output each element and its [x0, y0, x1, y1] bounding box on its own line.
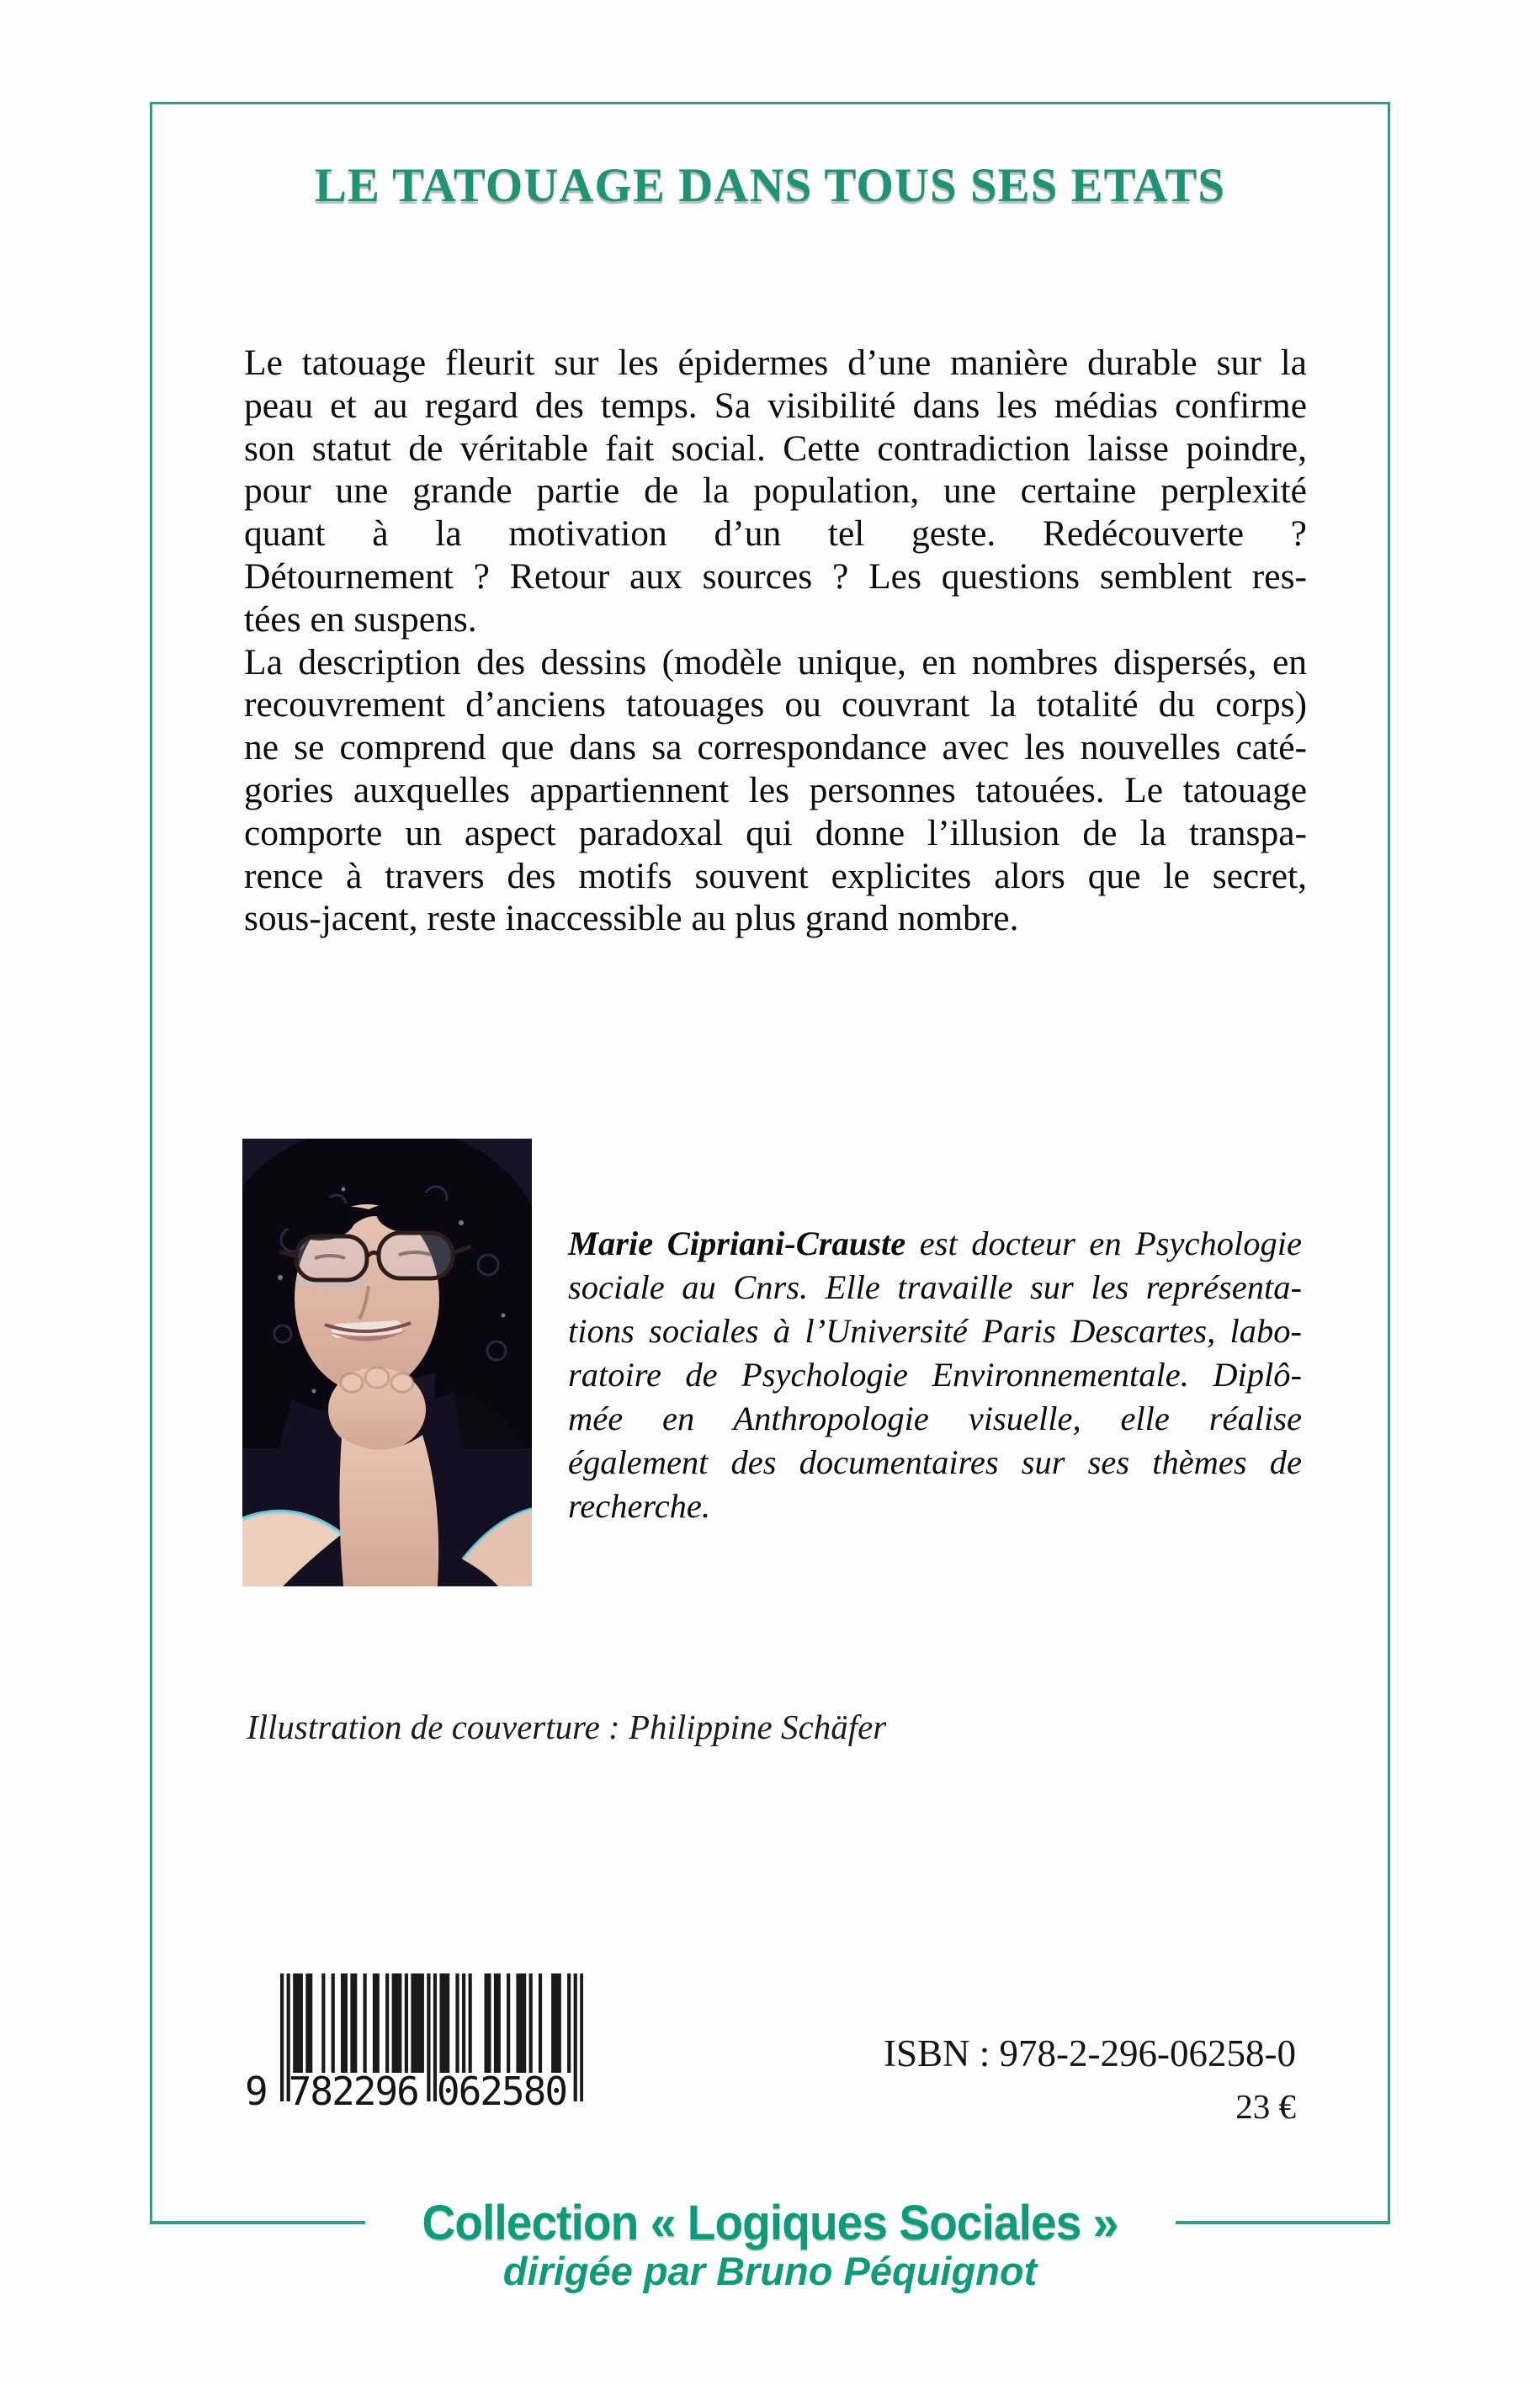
text-line: recherche.: [568, 1487, 711, 1525]
text-line: mée en Anthropologie visuelle, elle réalise: [568, 1400, 1302, 1437]
text-line: sociale au Cnrs. Elle travaille sur les représenta-: [568, 1268, 1302, 1306]
barcode-digit-first: 9: [245, 2069, 267, 2114]
collection-name: Collection « Logiques Sociales »: [422, 2196, 1118, 2250]
bio-first-line-rest: est docteur en Psychologie: [905, 1224, 1302, 1262]
author-photo: [242, 1139, 532, 1586]
text-line: rence à travers des motifs souvent explicites alors que le secret,: [244, 855, 1307, 896]
text-line: [568, 1222, 1302, 1266]
text-line: tées en suspens.: [244, 598, 477, 640]
text-line: peau et au regard des temps. Sa visibilité dans les médias confirme: [244, 385, 1307, 426]
text-line: tions sociales à l’Université Paris Descartes, labo-: [568, 1312, 1302, 1350]
bio-lines: [568, 1266, 1302, 1485]
text-line: Détournement ? Retour aux sources ? Les questions semblent res-: [244, 555, 1307, 597]
text-line: également des documentaires sur ses thèmes de: [568, 1443, 1302, 1481]
text-line: recouvrement d’anciens tatouages ou couvrant la totalité du corps): [244, 684, 1307, 725]
barcode-digit-group2: 062580: [436, 2069, 567, 2114]
isbn-block: [884, 2032, 1296, 2127]
barcode-digits: [245, 2069, 566, 2114]
cover-illustration-credit: Illustration de couverture : Philippine Schäfer: [247, 1708, 887, 1746]
text-line: ratoire de Psychologie Environnementale. Diplô-: [568, 1356, 1302, 1394]
author-name: Marie Cipriani-Crauste: [568, 1224, 906, 1262]
text-line: comporte un aspect paradoxal qui donne l’illusion de la transpa-: [244, 812, 1307, 853]
text-line: quant à la motivation d’un tel geste. Redécouverte ?: [244, 513, 1307, 555]
text-line: Le tatouage fleurit sur les épidermes d’une manière durable sur la: [244, 343, 1307, 383]
text-line: son statut de véritable fait social. Cette contradiction laisse poindre,: [244, 428, 1307, 469]
barcode-digit-group1: 782296: [288, 2069, 418, 2114]
text-line: sous-jacent, reste inaccessible au plus grand nombre.: [244, 898, 1019, 939]
text-line: ne se comprend que dans sa correspondance avec les nouvelles caté-: [244, 727, 1307, 768]
synopsis-paragraph-2: [244, 641, 1307, 898]
text-line: pour une grande partie de la population, une certaine perplexité: [244, 470, 1307, 512]
text-line: La description des dessins (modèle unique, en nombres dispersés, en: [244, 641, 1307, 683]
synopsis-paragraph-1: [244, 342, 1307, 598]
text-line: gories auxquelles appartiennent les personnes tatouées. Le tatouage: [244, 769, 1307, 810]
book-title: LE TATOUAGE DANS TOUS SES ETATS: [314, 159, 1226, 212]
price: 23 €: [1235, 2087, 1296, 2126]
collection-director: dirigée par Bruno Péquignot: [502, 2249, 1038, 2293]
isbn-number: ISBN : 978-2-296-06258-0: [884, 2032, 1296, 2074]
synopsis: [244, 342, 1307, 940]
author-bio: [568, 1222, 1302, 1528]
